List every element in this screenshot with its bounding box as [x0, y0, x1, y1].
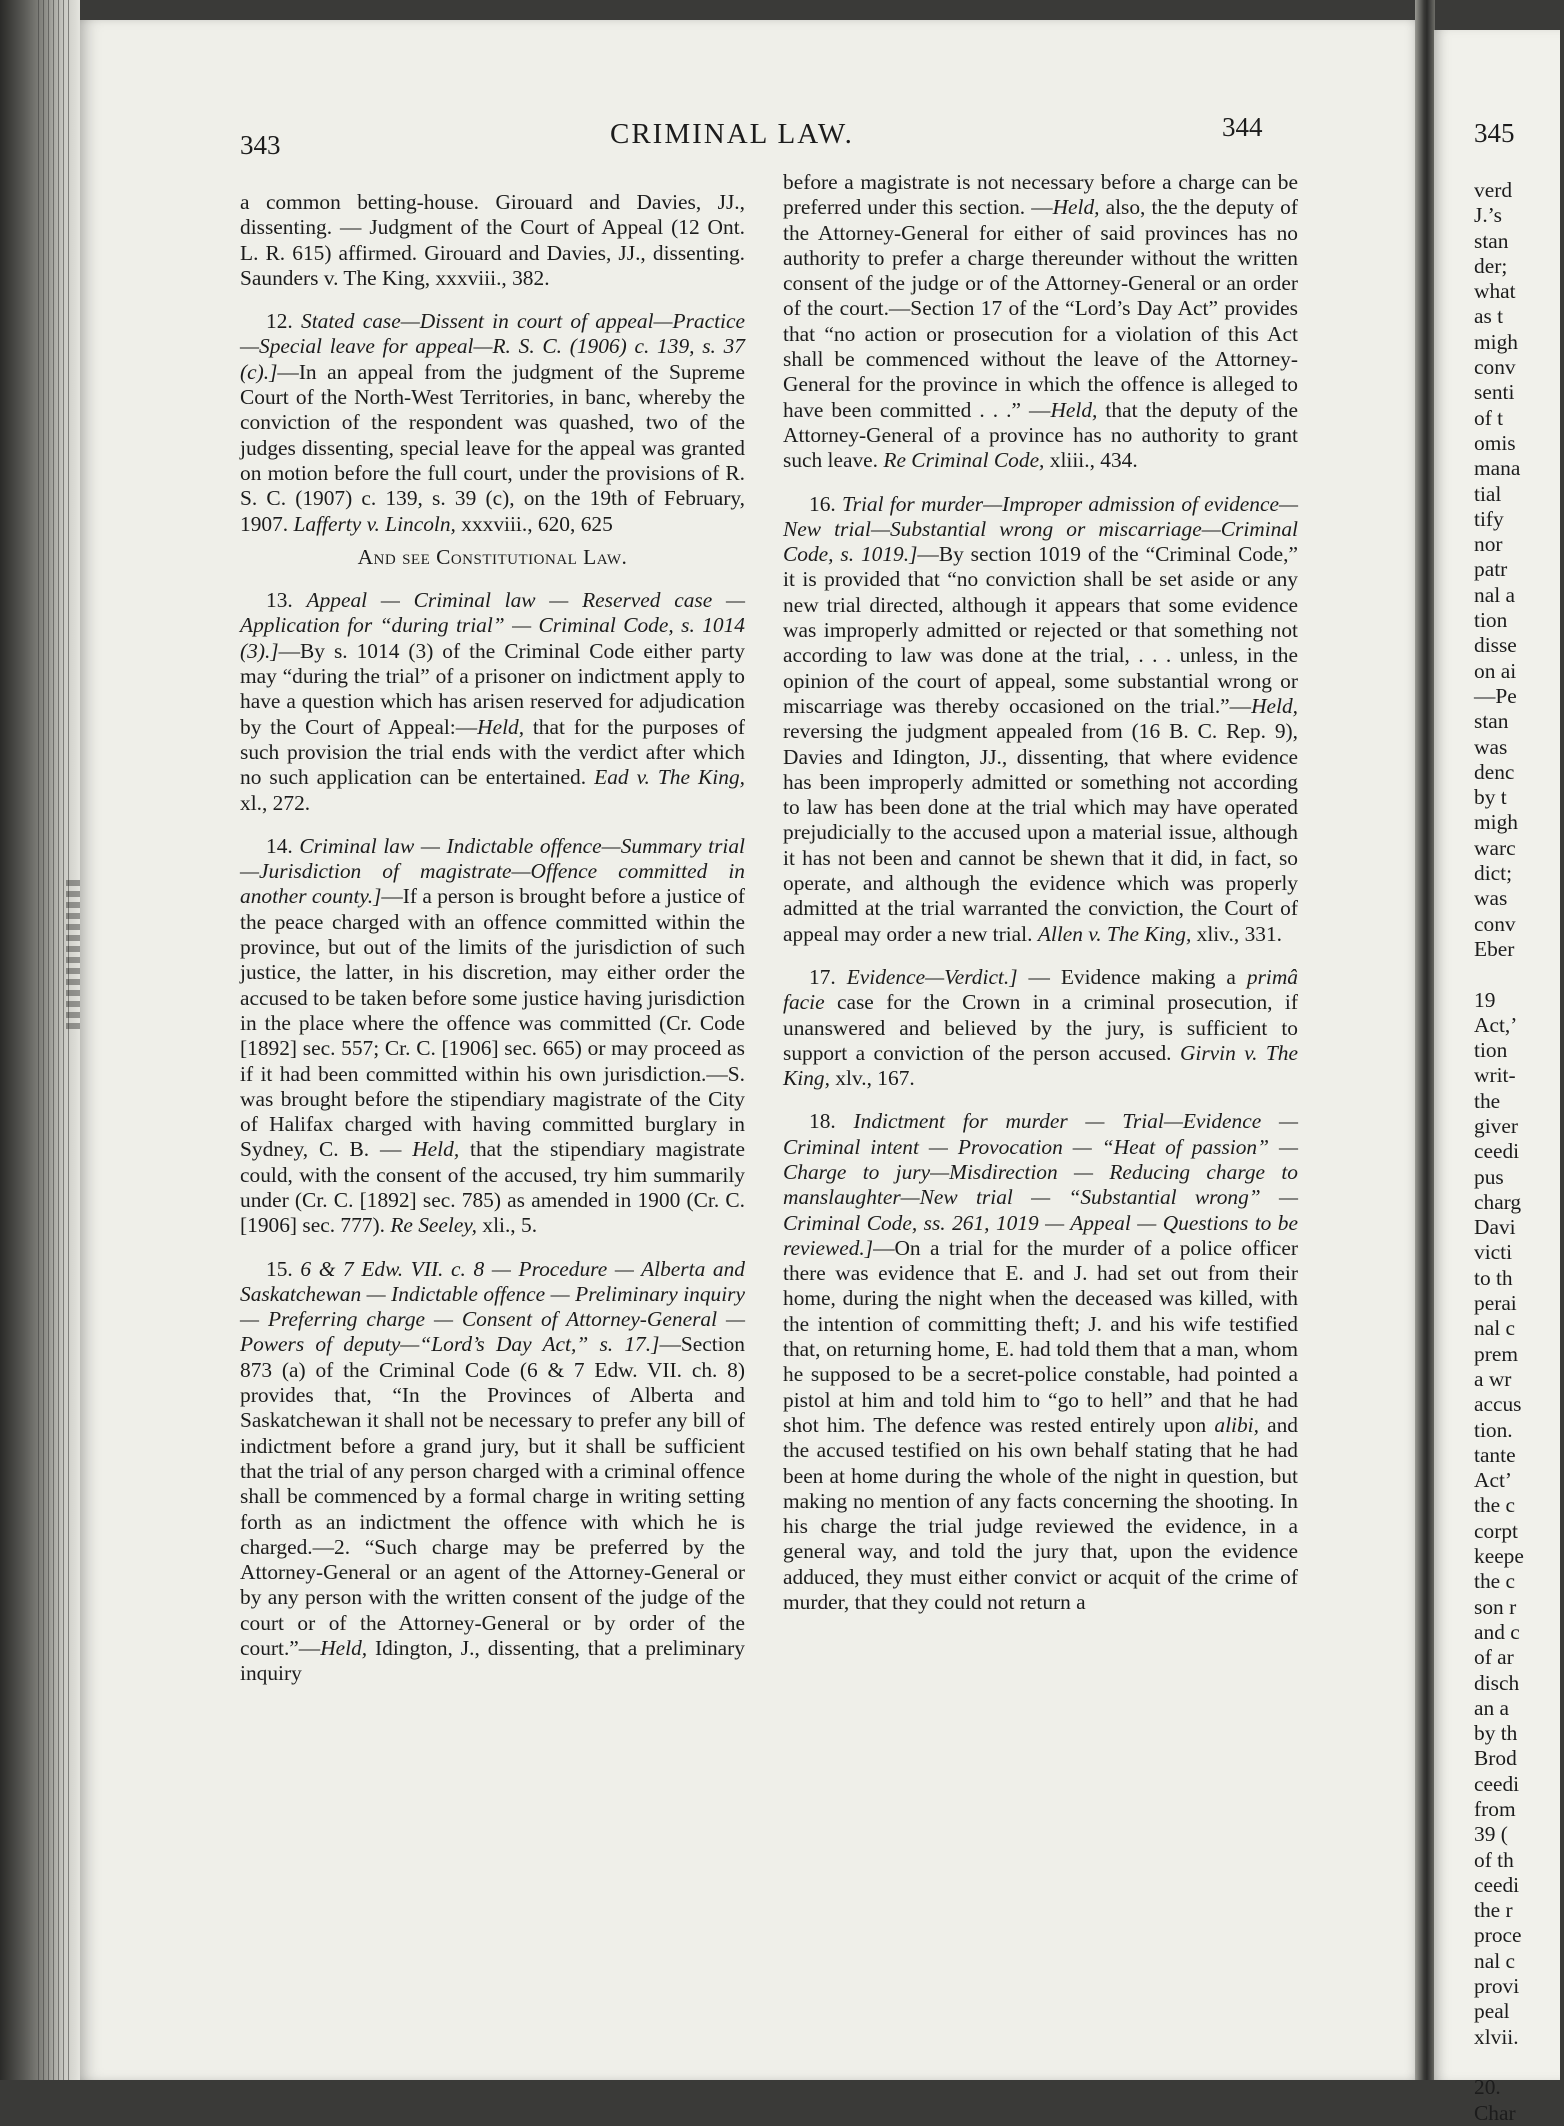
- next-page-line: victi: [1474, 1240, 1513, 1265]
- entry-12: [240, 309, 745, 537]
- next-page-line: the r: [1474, 1898, 1513, 1923]
- next-page-line: by t: [1474, 785, 1507, 810]
- next-page-line: giver: [1474, 1113, 1518, 1138]
- entry-body: before a magistrate is not necessary before a charge can be preferred under this section. —: [783, 170, 1298, 220]
- case-citation: xxxviii., 620, 625: [461, 511, 613, 536]
- next-page-line: tion: [1474, 608, 1508, 633]
- next-page-line: nor: [1474, 532, 1503, 557]
- case-citation: xliv., 331.: [1196, 921, 1283, 946]
- next-page-number: 345: [1474, 118, 1515, 148]
- held-label-second: Held,: [1050, 397, 1098, 422]
- next-page-line: —Pe: [1474, 683, 1517, 708]
- entry-body: —On a trial for the murder of a police officer there was evidence that E. and J. had set out from their home, during the night when the deceased was killed, with the intention of committing theft; J. and his wife testified that, on returning home, E. had told them that a man, whom he supposed to be a secret-police constable, had pointed a pistol at him and told him to “go to hell” and that he had shot him. The defence was rested entirely upon: [783, 1235, 1298, 1437]
- entry-catchline: Trial for murder—Improper admission of evidence—New trial—Substantial wrong or miscarriage—Criminal Code, s. 1019.]: [783, 491, 1298, 567]
- next-page-line: Act’: [1474, 1468, 1513, 1493]
- next-page-line: and c: [1474, 1619, 1520, 1644]
- entry-body-continued: that the stipendiary magistrate could, with the consent of the accused, try him summarily under (Cr. C. [1892] sec. 785) as amended in 1900 (Cr. C. [1906] sec. 777).: [240, 1137, 745, 1238]
- next-page-line: the c: [1474, 1493, 1515, 1518]
- entry-number: 13.: [266, 588, 293, 613]
- entry-body-continued: Idington, J., dissenting, that a preliminary inquiry: [240, 1636, 745, 1686]
- right-page-number: 344: [1222, 112, 1263, 142]
- running-title: CRIMINAL LAW.: [610, 118, 854, 150]
- entry-body: —Section 873 (a) of the Criminal Code (6 & 7 Edw. VII. ch. 8) provides that, “In the Provinces of Alberta and Saskatchewan it shall not be necessary to prefer any bill of indictment before a grand jury, but it shall be sufficient that the trial of any person charged with a criminal offence shall be commenced by a formal charge in writing setting forth as an indictment the offence with which he is charged.—2. “Such charge may be preferred by the Attorney-General or an agent of the Attorney-General or by any person with the written consent of the judge of the court or of the Attorney-General or by order of the court.”—: [240, 1332, 745, 1661]
- next-page-line: ceedi: [1474, 1872, 1520, 1897]
- next-page-line: 20.: [1474, 2075, 1501, 2100]
- held-label: Held,: [1052, 195, 1100, 220]
- case-citation: xli., 5.: [482, 1213, 538, 1238]
- next-page-line: migh: [1474, 329, 1518, 354]
- case-name: Re Seeley,: [390, 1213, 478, 1238]
- next-page-line: tion.: [1474, 1417, 1513, 1442]
- cross-reference: And see Constitutional Law.: [357, 544, 628, 569]
- next-page-line: by th: [1474, 1721, 1518, 1746]
- next-page-line: writ-: [1474, 1063, 1516, 1088]
- entry-body: —In an appeal from the judgment of the Supreme Court of the North-West Territories, in banc, whereby the conviction of the respondent was quashed, two of the judges dissenting, special leave for the appeal was granted on motion before the full court, under the provisions of R. S. C. (1907) c. 139, s. 39 (c), on the 19th of February, 1907.: [240, 359, 745, 536]
- case-citation: xliii., 434.: [1049, 448, 1138, 473]
- next-page-line: accus: [1474, 1392, 1522, 1417]
- alibi-term: alibi,: [1214, 1412, 1259, 1437]
- next-page-line: nal c: [1474, 1948, 1515, 1973]
- entry-13: [240, 588, 745, 816]
- next-page-line: nal c: [1474, 1316, 1515, 1341]
- next-page-line: [1474, 2050, 1564, 2075]
- entry-number: 12.: [266, 309, 293, 334]
- next-page-line: was: [1474, 886, 1508, 911]
- next-page-line: peal: [1474, 1999, 1510, 2024]
- next-page-line: the c: [1474, 1569, 1515, 1594]
- next-page-line: 19: [1474, 987, 1496, 1012]
- next-page-line: 39 (: [1474, 1822, 1508, 1847]
- entry-body: —If a person is brought before a justice of the peace charged with an offence committed within the province, but out of the limits of the jurisdiction of such justice, the latter, in his discretion, may either order the accused to be taken before some justice having jurisdiction in the place where the offence was committed (Cr. Code [1892] sec. 557; Cr. C. [1906] sec. 665) or may proceed as if it had been committed within his own jurisdiction.—S. was brought before the stipendiary magistrate of the City of Halifax charged with having committed burglary in Sydney, C. B. —: [240, 884, 745, 1162]
- case-name: Allen v. The King,: [1037, 921, 1192, 946]
- next-page-line: stan: [1474, 709, 1509, 734]
- next-page-line: of ar: [1474, 1645, 1514, 1670]
- next-page-line: J.’s: [1474, 203, 1502, 228]
- next-page-line: ceedi: [1474, 1771, 1520, 1796]
- entry-number: 17.: [809, 964, 836, 989]
- next-page-text-fragments: [1474, 178, 1564, 2126]
- entry-body: —By section 1019 of the “Criminal Code,” it is provided that “no conviction shall be set aside or any new trial directed, although it appears that some evidence was improperly admitted or rejected or that something not according to law was done at the trial, . . . unless, in the opinion of the court of appeal, some substantial wrong or miscarriage was thereby occasioned on the trial.”—: [783, 542, 1298, 718]
- right-column: [783, 170, 1298, 1633]
- next-page-line: son r: [1474, 1594, 1517, 1619]
- case-citation: xl., 272.: [240, 790, 311, 815]
- entry-11-continuation: [240, 190, 745, 291]
- next-page-line: prem: [1474, 1341, 1518, 1366]
- held-label: Held,: [412, 1137, 460, 1162]
- case-citation: xlv., 167.: [835, 1066, 915, 1091]
- entry-number: 14.: [266, 833, 293, 858]
- entry-number: 18.: [809, 1109, 836, 1134]
- case-name: Ead v. The King,: [594, 765, 745, 790]
- held-label: Held,: [1251, 693, 1298, 718]
- next-page-line: mana: [1474, 456, 1521, 481]
- entry-body: — Evidence making a: [1017, 964, 1247, 989]
- left-page-number: 343: [240, 130, 281, 160]
- held-label: Held,: [477, 714, 525, 739]
- next-page-line: an a: [1474, 1695, 1510, 1720]
- case-name: Lafferty v. Lincoln,: [293, 511, 456, 536]
- left-column: [240, 190, 745, 1705]
- next-page-line: keepe: [1474, 1544, 1524, 1569]
- next-page-line: tion: [1474, 1038, 1508, 1063]
- next-page-line: Char: [1474, 2100, 1516, 2125]
- entry-body: —By s. 1014 (3) of the Criminal Code either party may “during the trial” of a prisoner on indictment apply to have a question which has arisen reserved for adjudication by the Court of Appeal:—: [240, 638, 745, 739]
- next-page-line: patr: [1474, 557, 1508, 582]
- next-page-line: stan: [1474, 228, 1509, 253]
- next-page-line: xlvii.: [1474, 2024, 1519, 2049]
- next-page-line: of th: [1474, 1847, 1514, 1872]
- next-page-line: conv: [1474, 911, 1516, 936]
- entry-catchline: Stated case—Dissent in court of appeal—Practice—Special leave for appeal—R. S. C. (1906) c. 139, s. 37 (c).]: [240, 309, 745, 384]
- next-page-line: was: [1474, 734, 1508, 759]
- next-page-line: ceedi: [1474, 1139, 1520, 1164]
- next-page-line: to th: [1474, 1265, 1513, 1290]
- held-label: Held,: [320, 1636, 368, 1661]
- next-page-line: disse: [1474, 633, 1517, 658]
- next-page-line: proce: [1474, 1923, 1522, 1948]
- entry-18: [783, 1109, 1298, 1615]
- entry-body-continued: that for the purposes of such provision the trial ends with the verdict after which no such application can be entertained.: [240, 714, 745, 790]
- entry-catchline: Indictment for murder — Trial—Evidence — Criminal intent — Provocation — “Heat of passion” — Charge to jury—Misdirection — Reducing charge to manslaughter—New trial — “Substantial wrong” — Criminal Code, ss. 261, 1019 — Appeal — Questions to be reviewed.]: [783, 1109, 1298, 1260]
- next-page-line: Brod: [1474, 1746, 1517, 1771]
- next-page-line: dict;: [1474, 861, 1513, 886]
- entry-body-continued: reversing the judgment appealed from (16 B. C. Rep. 9), Davies and Idington, JJ., dissenting, that where evidence has been improperly admitted or something not according to law has been done at the trial which may have operated prejudicially to the accused upon a material issue, although it has not been and cannot be shewn that it did, in fact, so operate, and although the evidence which was properly admitted at the trial warranted the conviction, the Court of appeal may order a new trial.: [783, 719, 1298, 946]
- entry-body-final: that the deputy of the Attorney-General of a province has no authority to grant such leave.: [783, 397, 1298, 473]
- next-page-line: senti: [1474, 380, 1515, 405]
- case-name: Girvin v. The King,: [783, 1040, 1298, 1091]
- next-page-line: of t: [1474, 405, 1504, 430]
- next-page-line: migh: [1474, 810, 1518, 835]
- next-page-line: what: [1474, 279, 1516, 304]
- next-page-line: perai: [1474, 1291, 1517, 1316]
- next-page-line: Davi: [1474, 1215, 1516, 1240]
- next-page-line: pus: [1474, 1164, 1504, 1189]
- entry-catchline: Criminal law — Indictable offence—Summary trial—Jurisdiction of magistrate—Offence committed in another county.]: [240, 833, 745, 909]
- next-page-line: disch: [1474, 1670, 1520, 1695]
- next-page-line: der;: [1474, 253, 1508, 278]
- next-page-line: tify: [1474, 506, 1504, 531]
- next-page-line: Eber: [1474, 936, 1515, 961]
- entry-text: a common betting-house. Girouard and Davies, JJ., dissenting. — Judgment of the Court of Appeal (12 Ont. L. R. 615) affirmed. Girouard and Davies, JJ., dissenting. Saunders v. The King, xxxviii., 382.: [240, 190, 745, 290]
- next-page-line: the: [1474, 1088, 1501, 1113]
- next-page-line: conv: [1474, 355, 1516, 380]
- entry-15: [240, 1257, 745, 1687]
- entry-catchline: Appeal — Criminal law — Reserved case — Application for “during trial” — Criminal Code, s. 1014 (3).]: [240, 588, 745, 663]
- case-name: Re Criminal Code,: [883, 448, 1045, 473]
- entry-catchline: 6 & 7 Edw. VII. c. 8 — Procedure — Alberta and Saskatchewan — Indictable offence — Preliminary inquiry — Preferring charge — Consent of Attorney-General — Powers of deputy—“Lord’s Day Act,” s. 17.]: [240, 1256, 745, 1357]
- entry-number: 15.: [266, 1256, 293, 1281]
- entry-body-continued: also, the the deputy of the Attorney-General for either of said provinces has no authority to prefer a charge thereunder without the written consent of the judge or of the Attorney-General or an order of the court.—Section 17 of the “Lord’s Day Act” provides that “no action or prosecution for a violation of this Act shall be commenced without the leave of the Attorney-General for the province in which the offence is alleged to have been committed . . .” —: [783, 195, 1298, 422]
- next-page-line: [1474, 962, 1564, 987]
- next-page-line: a wr: [1474, 1366, 1512, 1391]
- next-page-line: warc: [1474, 835, 1516, 860]
- entry-body-continued: case for the Crown in a criminal prosecution, if unanswered and believed by the jury, is sufficient to support a conviction of the person accused.: [783, 990, 1298, 1065]
- next-page-line: provi: [1474, 1974, 1520, 1999]
- next-page-line: as t: [1474, 304, 1504, 329]
- next-page-line: charg: [1474, 1189, 1522, 1214]
- entry-17: [783, 965, 1298, 1091]
- next-page-line: omis: [1474, 430, 1516, 455]
- next-page-line: verd: [1474, 178, 1513, 202]
- next-page-line: corpt: [1474, 1518, 1518, 1543]
- next-page-line: from: [1474, 1797, 1516, 1821]
- entry-14: [240, 834, 745, 1239]
- page-edges: [38, 0, 72, 2080]
- next-page-line: Act,’: [1474, 1012, 1518, 1037]
- entry-16: [783, 492, 1298, 947]
- book-gutter: [1415, 0, 1435, 2080]
- next-page-line: denc: [1474, 759, 1515, 784]
- book-spine-edge: [0, 0, 80, 2080]
- next-page-line: nal a: [1474, 582, 1515, 607]
- entry-body-continued: and the accused testified on his own behalf stating that he had been at home during the whole of the night in question, but making no mention of any facts concerning the shooting. In his charge the trial judge reviewed the evidence, in a general way, and told the jury that, upon the evidence adduced, they must either convict or acquit of the crime of murder, that they could not return a: [783, 1412, 1298, 1615]
- entry-catchline: Evidence—Verdict.]: [846, 964, 1018, 989]
- entry-15-continuation: [783, 170, 1298, 474]
- next-page-line: on ai: [1474, 658, 1517, 683]
- next-page-line: tante: [1474, 1442, 1516, 1467]
- next-page-line: tial: [1474, 481, 1502, 506]
- prima-facie-term: primâ facie: [783, 964, 1298, 1015]
- entry-number: 16.: [809, 491, 836, 516]
- next-page-edge: [1434, 30, 1560, 2125]
